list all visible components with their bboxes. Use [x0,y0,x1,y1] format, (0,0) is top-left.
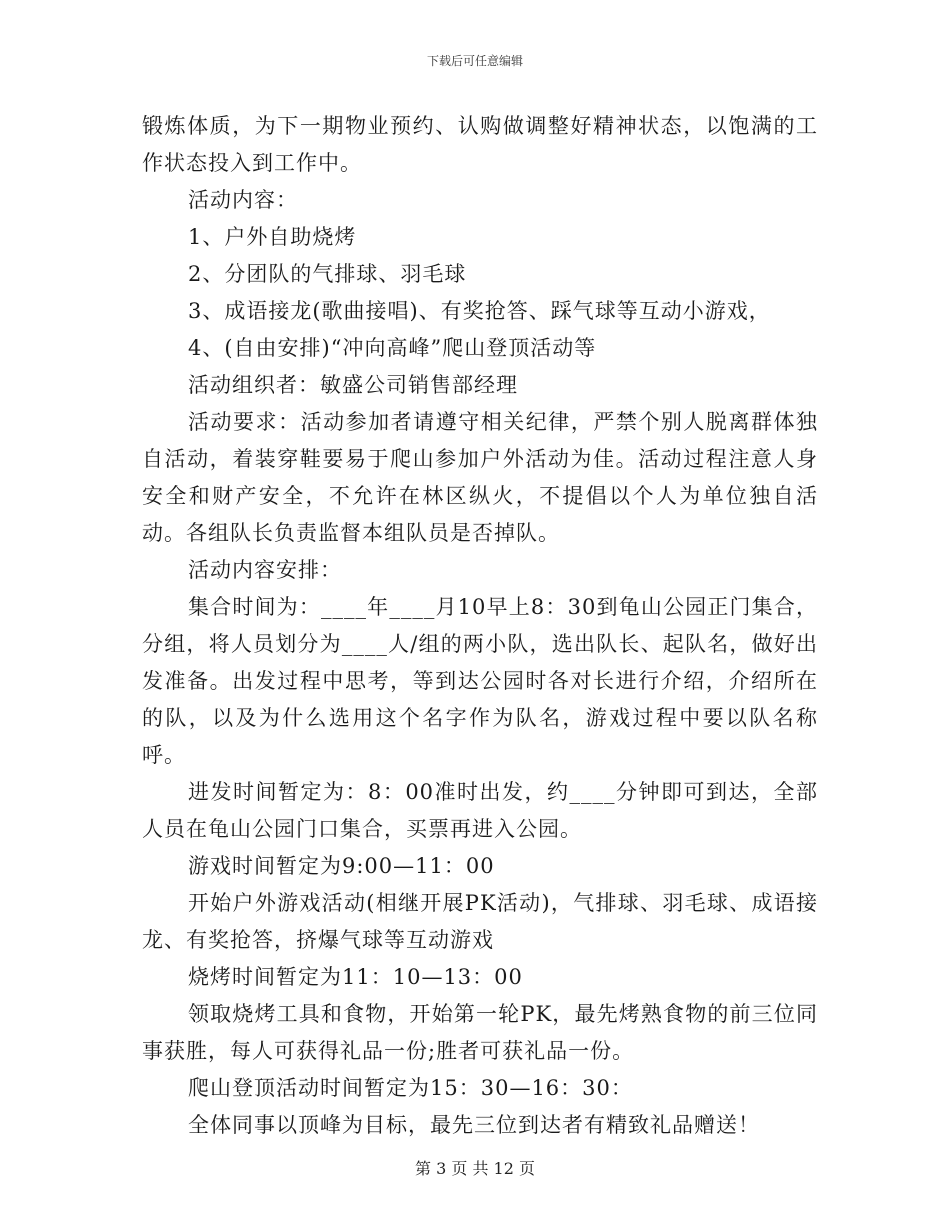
paragraph-9: 活动内容安排： [188,558,342,582]
paragraph-8: 活动要求：活动参加者请遵守相关纪律，严禁个别人脱离群体独自活动，着装穿鞋要易于爬山参加户外活动为佳。活动过程注意人身安全和财产安全，不允许在林区纵火，不提倡以个人为单位独自活动。各组队长负责监督本组队员是否掉队。 [142,410,818,545]
paragraph-7: 活动组织者：敏盛公司销售部经理 [188,373,518,397]
paragraph-11: 进发时间暂定为：8：00准时出发，约____分钟即可到达，全部人员在龟山公园门口集合，买票再进入公园。 [142,780,818,841]
page-number-footer: 第 3 页 共 12 页 [415,1159,535,1178]
page-header-note: 下载后可任意编辑 [426,54,523,68]
document-body [142,108,818,1144]
paragraph-16: 爬山登顶活动时间暂定为15：30—16：30： [188,1076,633,1100]
paragraph-13: 开始户外游戏活动(相继开展PK活动)，气排球、羽毛球、成语接龙、有奖抢答，挤爆气球等互动游戏 [142,891,818,952]
paragraph-5: 3、成语接龙(歌曲接唱)、有奖抢答、踩气球等互动小游戏， [188,299,771,323]
paragraph-14: 烧烤时间暂定为11：10—13：00 [188,965,523,989]
paragraph-17: 全体同事以顶峰为目标，最先三位到达者有精致礼品赠送！ [188,1113,760,1137]
paragraph-2: 活动内容： [188,188,298,212]
paragraph-15: 领取烧烤工具和食物，开始第一轮PK，最先烤熟食物的前三位同事获胜，每人可获得礼品一份;胜者可获礼品一份。 [142,1002,818,1063]
paragraph-3: 1、户外自助烧烤 [188,225,357,249]
paragraph-1: 锻炼体质，为下一期物业预约、认购做调整好精神状态，以饱满的工作状态投入到工作中。 [142,114,818,175]
paragraph-6: 4、(自由安排)“冲向高峰”爬山登顶活动等 [188,336,597,360]
paragraph-10: 集合时间为：____年____月10早上8：30到龟山公园正门集合，分组，将人员划分为____人/组的两小队，选出队长、起队名，做好出发准备。出发过程中思考，等到达公园时各对长进行介绍，介绍所在的队，以及为什么选用这个名字作为队名，游戏过程中要以队名称呼。 [142,595,818,767]
paragraph-4: 2、分团队的气排球、羽毛球 [188,262,467,286]
paragraph-12: 游戏时间暂定为9:00—11：00 [188,854,495,878]
